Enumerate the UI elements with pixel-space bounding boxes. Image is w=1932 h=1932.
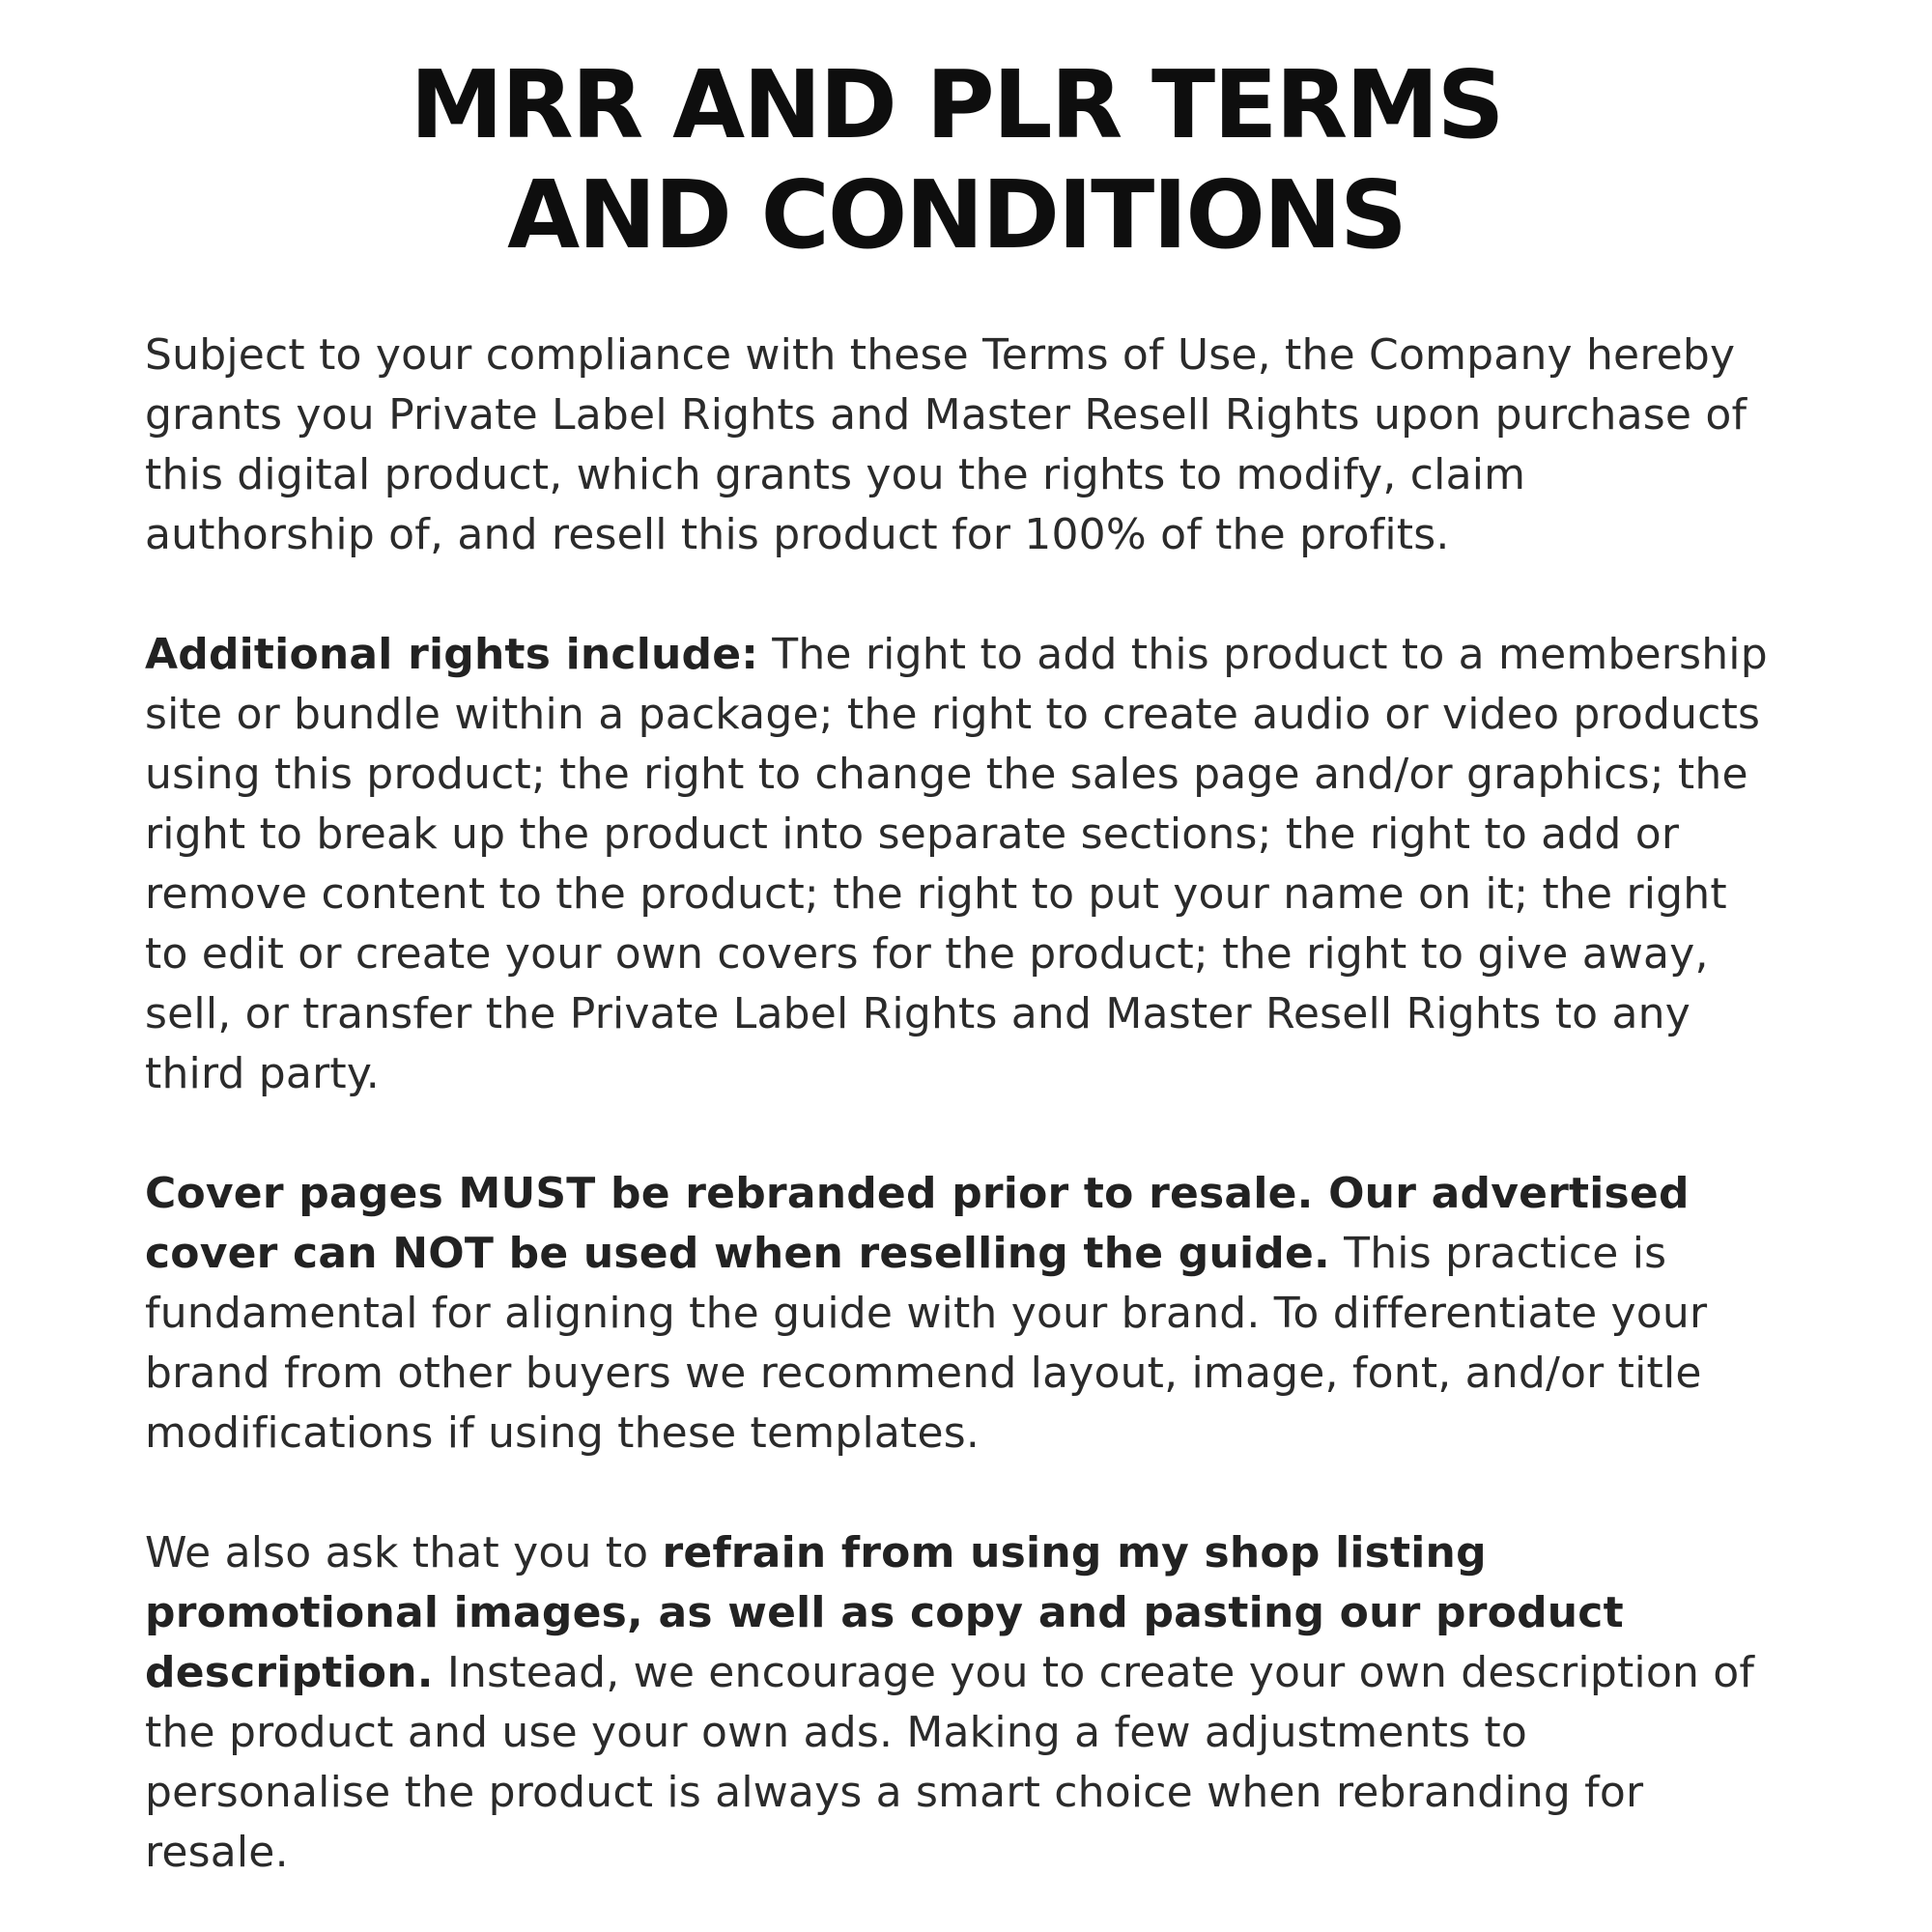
paragraph-cover-rebranding bbox=[145, 1164, 1768, 1463]
paragraph-text: Subject to your compliance with these Terms of Use, the Company hereby grants you Private Label Rights and Master Resell Rights upon purchase of this digital product, which grants you the rights to modify, claim authorship of, and resell this product for 100% of the profits. bbox=[145, 329, 1747, 559]
paragraph-grant-of-rights bbox=[145, 326, 1768, 565]
paragraph-text: This practice is fundamental for aligning the guide with your brand. To differentiate your brand from other buyers we recommend layout, image, font, and/or title modifications if using these templates. bbox=[145, 1228, 1708, 1458]
paragraph-additional-rights bbox=[145, 625, 1768, 1104]
paragraph-text: We also ask that you to bbox=[145, 1527, 663, 1577]
paragraph-bold-middle: refrain from using my shop listing promotional images, as well as copy and pasting our product description. bbox=[145, 1527, 1624, 1697]
paragraph-bold-lead: Cover pages MUST be rebranded prior to resale. Our advertised cover can NOT be used when reselling the guide. bbox=[145, 1168, 1690, 1278]
page-title-line-2: AND CONDITIONS bbox=[507, 160, 1406, 270]
paragraph-text: Instead, we encourage you to create your own description of the product and use your own ads. Making a few adjustments to personalise the product is always a smart choice when rebranding for resale. bbox=[145, 1647, 1755, 1877]
paragraph-text: The right to add this product to a membership site or bundle within a package; the right to create audio or video products using this product; the right to change the sales page and/or graphics; the right to break up the product into separate sections; the right to add or remove content to the product; the right to put your name on it; the right to edit or create your own covers for the product; the right to give away, sell, or transfer the Private Label Rights and Master Resell Rights to any third party. bbox=[145, 629, 1768, 1098]
page-title bbox=[145, 50, 1768, 271]
paragraph-bold-lead: Additional rights include: bbox=[145, 629, 759, 679]
page-title-line-1: MRR AND PLR TERMS bbox=[410, 50, 1503, 159]
document-body bbox=[145, 326, 1768, 1883]
paragraph-promotional-images bbox=[145, 1523, 1768, 1883]
